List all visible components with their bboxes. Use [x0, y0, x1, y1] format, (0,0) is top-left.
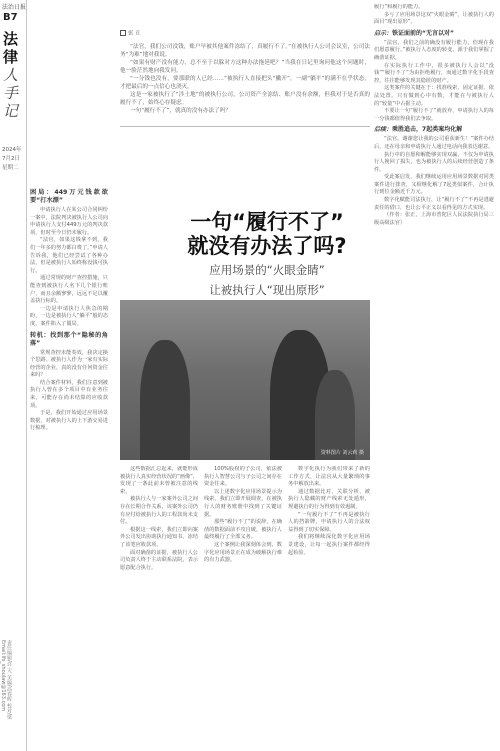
masthead: 法治日报 [2, 4, 27, 11]
paragraph: 不要让一句“履行不了”就放弃，申请执行人的每一分钱都值得我们去争取。 [374, 108, 494, 122]
paragraph: “一句履行不了”不再是被执行人的挡箭牌，申请执行人的合法权益得到了切实保障。 [288, 511, 370, 533]
intro-paragraph: “法官，我们公司没钱，账户早被其他案件冻结了，真履行不了。”在被执行人公司会议室，公司法务“为难”地对我说。 [120, 44, 370, 59]
section-heading [374, 126, 494, 134]
paragraph: 通过常规的财产查控措施，只能查到被执行人名下几个银行账户，而且余额寥寥，远远不足以覆盖执行标的。 [30, 275, 108, 305]
paragraph: 申请执行人在某公司合同纠纷一案中，法院判决被执行人公司向申请执行人支付449万元的判决款项，但时至今日仍未履行。 [30, 207, 108, 236]
paragraph: 那些“履行不了”的说辞，在确凿的数据面前不攻自破，被执行人最终履行了全部义务。 [204, 519, 282, 541]
date-day: 7月2日 [2, 156, 20, 162]
paragraph: 多亏了应用场景这双“火眼金睛”，让被执行人的面目“现出原形”。 [374, 11, 494, 26]
paragraph: 结合案件材料，我们注意到被执行人曾在多个项目中有业务往来，可能存在尚未结算的应收款项。 [30, 379, 108, 409]
date-year: 2024年 [2, 147, 22, 153]
column-title-char: 手 [3, 84, 19, 102]
section-heading [374, 30, 494, 38]
right-column [374, 4, 494, 227]
byline [120, 30, 370, 38]
intro-paragraph: “一分钱也没有，要那联的人已经……”被执行人直接把头“撇开”，一副“躺平”的满不在乎状态，才把最后的一点信心也浇灭。 [120, 76, 370, 91]
section-heading-lead: 后续： [374, 126, 393, 134]
paragraph: 100%股权的子公司，依法被执行人智慧公司与子公司之间存在资金往来。 [204, 466, 282, 488]
paragraph: 受此案启发，我们继续运用应用场景数据对同类案件进行排查，又相继化解了7起类似案件，合计执行到位金额近千万元。 [374, 174, 494, 196]
column-title [3, 30, 23, 120]
headline-title-line: 就没有办法了吗? [187, 234, 347, 258]
author-note: （作者：张正，上海市普陀区人民法院执行局三级高级法官） [374, 212, 494, 226]
paragraph: 执行中的自愿和解能够实现双赢，不仅为申请执行人挽回了损失，也为被执行人的后续经营创造了条件。 [374, 151, 494, 173]
section-heading: 困局：449万元钱款欲要“打水漂” [30, 189, 108, 204]
section-heading-lead: 启示： [374, 29, 393, 37]
column-3 [204, 466, 282, 565]
headline-title-line: 一句“履行不了” [190, 210, 344, 234]
paragraph: “法官，我们之前的确没有履行能力，但现在我们愿意履行。”被执行人态度的转变，源于我们掌握了确凿证据。 [374, 39, 494, 61]
paragraph: 以上述数字化应用场景提示为线索，我们立即开展调查，在被执行人的财务账册中找到了关键证据。 [204, 488, 282, 518]
paragraph: 我们将继续深化数字化应用场景建设，让每一起执行案件都经得起检验。 [288, 534, 370, 556]
paragraph: 被执行人与一家案外公司之间存在长期合作关系，该案外公司仍有应付给被执行人的工程款尚未支付。 [120, 496, 198, 526]
column-title-char: 法 [3, 30, 19, 48]
paragraph: 这些数据汇总起来，就能形成被执行人真实经营状况的“画像”，发现了一条此前未曾被注意的线索。 [120, 466, 198, 495]
headline-block [162, 210, 372, 298]
issue-date [2, 146, 26, 173]
paragraph: 根据这一线索，我们立即向案外公司发出协助执行通知书，冻结了该笔应收款项。 [120, 526, 198, 548]
divider [120, 126, 370, 127]
intro-paragraph: 一句“履行不了”，就真的没有办法了吗？ [130, 108, 231, 115]
photo-figure [315, 370, 355, 460]
author-name: 张 正 [128, 30, 141, 37]
paragraph: 通过数据比对、关联分析，被执行人隐藏的财产线索无处遁形，规避执行的行为得到有效遏制。 [288, 488, 370, 510]
headline-subtitle-line: 应用场景的“火眼金睛” [209, 263, 325, 277]
photo-figure [140, 340, 190, 460]
paragraph: 一边是申请执行人焦急的期盼，一边是被执行人“躺平”般的态度，案件陷入了僵局。 [30, 305, 108, 327]
intro-paragraph: “如果有财产没有能力，总不至于以躲对方这种办法拖延吧？”当我在日记里询问他这个问题时，他一脸茫然地向我发问。 [120, 60, 370, 75]
checkbox-icon [120, 30, 126, 36]
left-rail [0, 0, 27, 751]
section-heading-text: 乘胜追击，7起类案均化解 [392, 126, 463, 134]
paragraph: 在实际执行工作中，很多被执行人会以“没钱”“履行不了”为由拒绝履行，而通过数字化手段查控，往往能够发现其隐匿的财产。 [374, 62, 494, 84]
intro-block [120, 30, 370, 115]
news-photo [120, 300, 370, 460]
column-title-char: 律 [3, 48, 19, 66]
column-2 [120, 466, 198, 572]
column-title-char: 记 [3, 102, 19, 120]
photo-caption: 资料图片 刘云莉 摄 [320, 450, 364, 456]
column-title-char: 人 [3, 66, 19, 84]
page-number: B7 [3, 12, 18, 23]
paragraph: 数字化赋能司法执行，让“履行不了”不再是逃避责任的借口，也让公平正义以看得见的方式实现。 [374, 197, 494, 211]
paragraph: “法官，谢谢您让我的公司重获新生！”案件办结后，还在母亲和申请执行人通过电话向我表达谢意。 [374, 136, 494, 150]
paragraph: 履行”和履行的能力。 [374, 4, 424, 10]
paragraph: “法官，如果这钱拿不到，我们一年多的努力都白费了。”申请人告诉我，他们已经尝试了各种办法，但是被执行人始终称没钱可执行。 [30, 237, 108, 274]
column-4 [288, 466, 370, 557]
paragraph: 常规查控未能奏效，我决定换个思路。被执行人作为一家有实际经营的企业，真的没有任何资金往来吗？ [30, 349, 108, 379]
weekday: 星期二 [2, 165, 19, 171]
paragraph: 面对确凿的证据，被执行人公司负责人终于主动联系法院，表示愿意配合执行。 [120, 549, 198, 571]
headline-subtitle-line: 让被执行人“现出原形” [209, 283, 325, 297]
section-heading-text: 铁证面前的“无言以对” [392, 29, 454, 37]
paragraph: 这个案例让我深刻体会到，数字化应用场景正在成为破解执行难的有力武器。 [204, 541, 282, 564]
paragraph: 这类案件的关键在于：找准线索、固定证据、依法处置。只有做到心中有数，才能在与被执行人的“较量”中占据主动。 [374, 85, 494, 107]
editor-credit: 责任编辑/许 天 美编/高春晖 校对/梁 Email:lfs_shoulaw@163.com [0, 640, 12, 720]
section-heading: 转机：找到那个“隐秘的角落” [30, 331, 108, 347]
paragraph: 于是，我们开始通过应用场景数据，对被执行人的上下游交易进行梳理。 [30, 410, 108, 432]
paragraph: 数字化执行为我们带来了新的工作方式，让法官从大量繁琐的事务中解放出来。 [288, 466, 370, 488]
column-1 [30, 186, 108, 433]
intro-paragraph: 这是一家被执行了“涉土地”的被执行公司，公司资产全冻结、账户没有余额，但我对于是否真的履行不了，始终心存疑虑。 [120, 92, 370, 107]
